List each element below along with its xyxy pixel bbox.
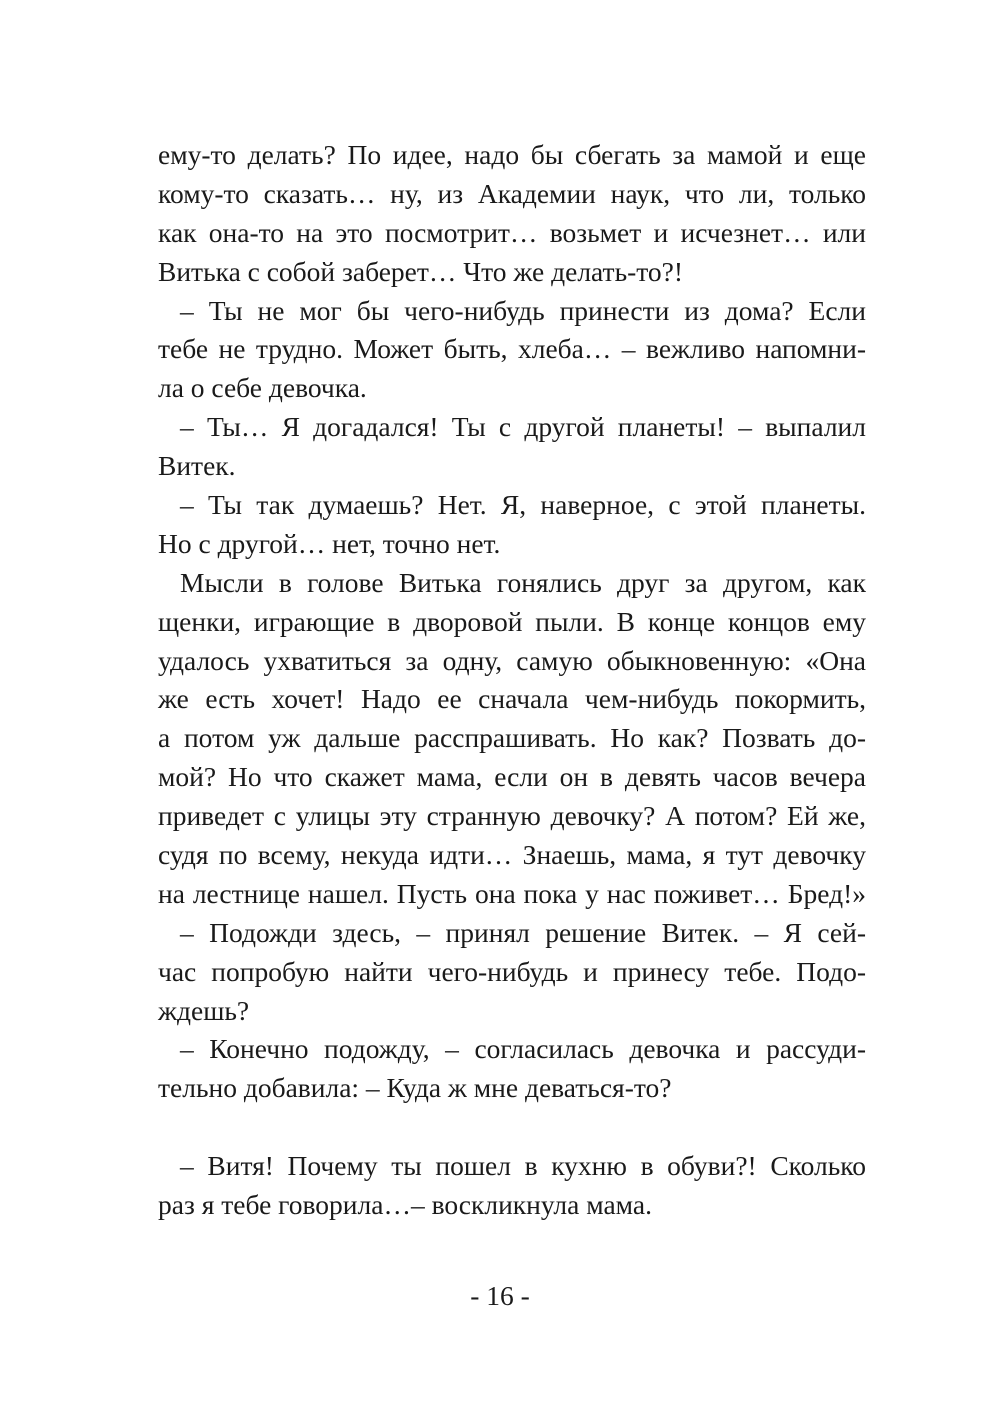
body-text [158, 136, 866, 1225]
text-line: ждешь? [158, 994, 250, 1026]
text-line: ла о себе девочка. [158, 372, 367, 404]
text-line: мой? Но что скажет мама, если он в девять часов вечера [158, 761, 866, 793]
text-line: Мысли в голове Витька гонялись друг за другом, как [180, 566, 866, 598]
text-line: – Ты не мог бы чего-нибудь принести из дома? Если [180, 294, 866, 326]
text-line: тельно добавила: – Куда ж мне деваться-то? [158, 1072, 672, 1104]
text-line: – Витя! Почему ты пошел в кухню в обуви?! Сколько [180, 1150, 866, 1182]
text-line: Витек. [158, 450, 236, 482]
text-line: – Конечно подожду, – согласилась девочка и рассуди- [180, 1033, 866, 1065]
page-number: - 16 - [470, 1280, 530, 1311]
text-line: на лестнице нашел. Пусть она пока у нас поживет… Бред!» [158, 877, 866, 909]
text-line: Витька с собой заберет… Что же делать-то?! [158, 255, 684, 287]
text-line: час попробую найти чего-нибудь и принесу тебе. Подо- [158, 955, 866, 987]
text-line: же есть хочет! Надо ее сначала чем-нибудь покормить, [158, 683, 866, 715]
text-line: а потом уж дальше расспрашивать. Но как? Позвать до- [158, 722, 866, 754]
text-line: щенки, играющие в дворовой пыли. В конце концов ему [158, 605, 866, 637]
section-break [158, 1108, 866, 1147]
text-line: раз я тебе говорила…– воскликнула мама. [158, 1189, 652, 1221]
text-line: – Подожди здесь, – принял решение Витек. – Я сей- [180, 916, 866, 948]
text-line: – Ты… Я догадался! Ты с другой планеты! – выпалил [180, 411, 866, 443]
text-line: удалось ухватиться за одну, самую обыкновенную: «Она [158, 644, 866, 676]
text-line: кому-то сказать… ну, из Академии наук, что ли, только [158, 177, 866, 209]
text-line: судя по всему, некуда идти… Знаешь, мама, я тут девочку [158, 839, 866, 871]
text-line: тебе не трудно. Может быть, хлеба… – вежливо напомни- [158, 333, 866, 365]
text-line: ему-то делать? По идее, надо бы сбегать за мамой и еще [158, 139, 866, 170]
text-line: как она-то на это посмотрит… возьмет и исчезнет… или [158, 216, 866, 248]
text-line: приведет с улицы эту странную девочку? А потом? Ей же, [158, 800, 866, 832]
text-line: Но с другой… нет, точно нет. [158, 527, 501, 559]
text-line: – Ты так думаешь? Нет. Я, наверное, с этой планеты. [180, 489, 866, 521]
